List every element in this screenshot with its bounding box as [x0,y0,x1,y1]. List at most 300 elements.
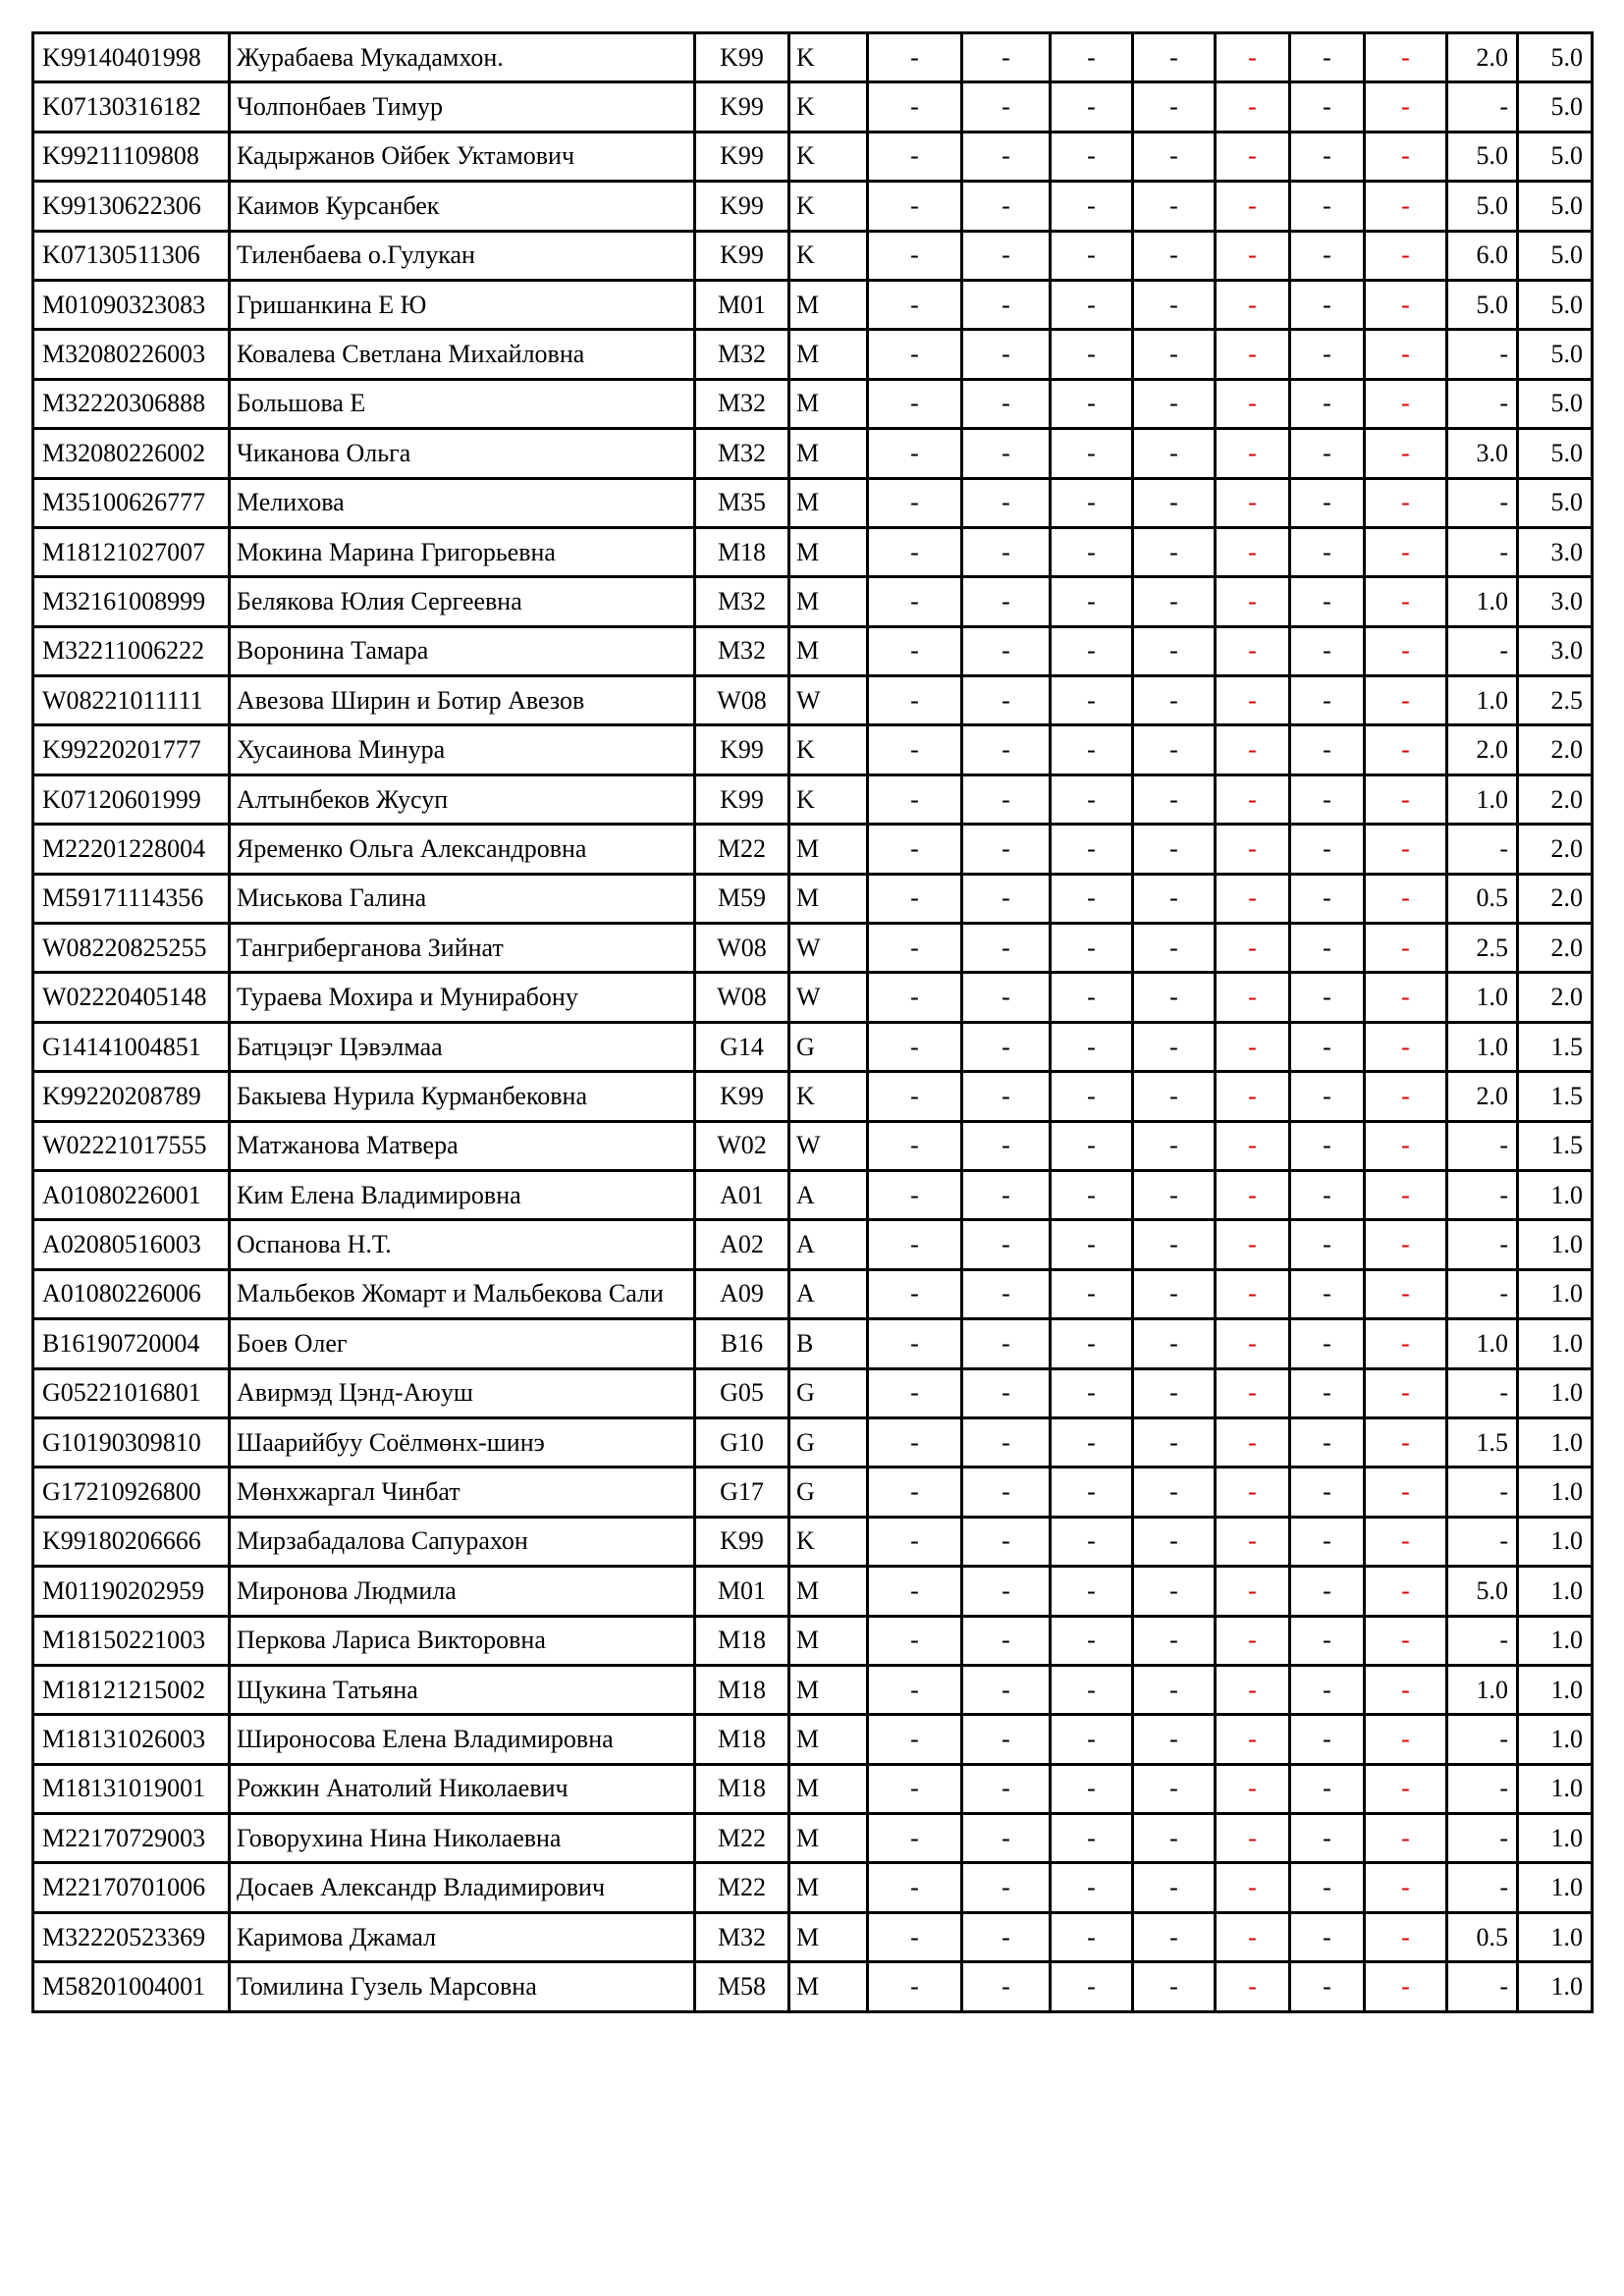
value-1: 1.0 [1447,1022,1518,1071]
mark-cell: - [962,1368,1051,1417]
group-code: K99 [695,774,789,824]
table-row [33,626,1593,675]
record-code: W02221017555 [33,1121,230,1170]
group-letter: G [789,1022,868,1071]
person-name: Матжанова Матвера [230,1121,695,1170]
group-letter: W [789,676,868,725]
mark-cell: - [868,182,962,231]
record-code: M22170701006 [33,1863,230,1912]
mark-cell: - [1051,874,1133,923]
table-row [33,1368,1593,1417]
group-letter: K [789,231,868,280]
value-2: 2.0 [1518,825,1593,874]
mark-cell: - [962,1319,1051,1368]
value-1: 1.0 [1447,577,1518,626]
value-1: 2.0 [1447,33,1518,82]
mark-cell: - [1290,1912,1365,1961]
mark-cell: - [1216,1121,1290,1170]
record-code: K99130622306 [33,182,230,231]
value-1: 5.0 [1447,132,1518,181]
record-code: A02080516003 [33,1220,230,1269]
mark-cell: - [1133,478,1216,527]
value-2: 2.0 [1518,924,1593,973]
mark-cell: - [962,1022,1051,1071]
mark-cell: - [962,1220,1051,1269]
value-1: - [1447,1269,1518,1318]
person-name: Авирмэд Цэнд-Аюуш [230,1368,695,1417]
mark-cell: - [1133,1121,1216,1170]
mark-cell: - [868,1912,962,1961]
group-letter: K [789,82,868,132]
record-code: K07130316182 [33,82,230,132]
mark-cell: - [1051,33,1133,82]
group-letter: B [789,1319,868,1368]
mark-cell: - [962,231,1051,280]
mark-cell: - [1365,1220,1447,1269]
group-letter: M [789,1616,868,1665]
mark-cell: - [1133,924,1216,973]
table-row [33,33,1593,82]
person-name: Оспанова Н.Т. [230,1220,695,1269]
mark-cell: - [1051,1022,1133,1071]
value-1: - [1447,1863,1518,1912]
person-name: Томилина Гузель Марсовна [230,1962,695,2011]
mark-cell: - [1365,527,1447,576]
mark-cell: - [1133,330,1216,379]
group-code: M32 [695,429,789,478]
table-row [33,1072,1593,1121]
mark-cell: - [1365,1468,1447,1517]
mark-cell: - [962,1665,1051,1714]
group-code: G17 [695,1468,789,1517]
value-2: 1.0 [1518,1962,1593,2011]
mark-cell: - [1290,478,1365,527]
mark-cell: - [1290,379,1365,428]
value-1: - [1447,1715,1518,1764]
mark-cell: - [1216,1912,1290,1961]
person-name: Ковалева Светлана Михайловна [230,330,695,379]
person-name: Широносова Елена Владимировна [230,1715,695,1764]
mark-cell: - [1051,1220,1133,1269]
mark-cell: - [868,774,962,824]
group-code: M32 [695,379,789,428]
table-row [33,1517,1593,1566]
person-name: Каримова Джамал [230,1912,695,1961]
mark-cell: - [1290,1468,1365,1517]
group-letter: G [789,1368,868,1417]
person-name: Воронина Тамара [230,626,695,675]
mark-cell: - [868,231,962,280]
mark-cell: - [1051,676,1133,725]
mark-cell: - [1365,1368,1447,1417]
value-2: 1.0 [1518,1417,1593,1467]
record-code: K99220208789 [33,1072,230,1121]
person-name: Досаев Александр Владимирович [230,1863,695,1912]
value-2: 2.0 [1518,874,1593,923]
person-name: Кадыржанов Ойбек Уктамович [230,132,695,181]
mark-cell: - [1365,1962,1447,2011]
mark-cell: - [1365,1319,1447,1368]
mark-cell: - [1133,626,1216,675]
mark-cell: - [1133,33,1216,82]
table-row [33,231,1593,280]
group-code: M18 [695,1665,789,1714]
person-name: Тиленбаева о.Гулукан [230,231,695,280]
mark-cell: - [1216,280,1290,329]
value-2: 2.0 [1518,973,1593,1022]
group-code: A01 [695,1170,789,1219]
value-2: 5.0 [1518,280,1593,329]
record-code: G17210926800 [33,1468,230,1517]
record-code: G05221016801 [33,1368,230,1417]
group-letter: G [789,1417,868,1467]
mark-cell: - [962,1517,1051,1566]
mark-cell: - [962,1121,1051,1170]
mark-cell: - [1133,1368,1216,1417]
value-1: 5.0 [1447,182,1518,231]
mark-cell: - [962,676,1051,725]
mark-cell: - [868,1764,962,1813]
mark-cell: - [1290,1517,1365,1566]
mark-cell: - [962,774,1051,824]
mark-cell: - [868,478,962,527]
mark-cell: - [1051,132,1133,181]
mark-cell: - [1216,1616,1290,1665]
mark-cell: - [1133,379,1216,428]
mark-cell: - [1290,676,1365,725]
group-letter: A [789,1269,868,1318]
mark-cell: - [1051,1912,1133,1961]
mark-cell: - [1133,231,1216,280]
person-name: Мирзабадалова Сапурахон [230,1517,695,1566]
mark-cell: - [1290,1368,1365,1417]
table-row [33,577,1593,626]
mark-cell: - [962,1468,1051,1517]
mark-cell: - [1290,1567,1365,1616]
mark-cell: - [1133,774,1216,824]
mark-cell: - [1051,478,1133,527]
mark-cell: - [1290,1665,1365,1714]
mark-cell: - [1133,1072,1216,1121]
mark-cell: - [1365,132,1447,181]
table-row [33,1912,1593,1961]
value-2: 1.0 [1518,1863,1593,1912]
mark-cell: - [868,924,962,973]
value-2: 1.0 [1518,1567,1593,1616]
record-code: M58201004001 [33,1962,230,2011]
mark-cell: - [868,379,962,428]
record-code: M18131026003 [33,1715,230,1764]
mark-cell: - [1290,280,1365,329]
table-row [33,1814,1593,1863]
mark-cell: - [1365,1517,1447,1566]
record-code: M18150221003 [33,1616,230,1665]
value-1: - [1447,1517,1518,1566]
value-2: 5.0 [1518,132,1593,181]
mark-cell: - [1365,1912,1447,1961]
mark-cell: - [1051,379,1133,428]
mark-cell: - [1133,527,1216,576]
mark-cell: - [962,478,1051,527]
value-1: 1.5 [1447,1417,1518,1467]
mark-cell: - [1133,1517,1216,1566]
group-letter: M [789,1814,868,1863]
person-name: Чиканова Ольга [230,429,695,478]
value-1: 1.0 [1447,676,1518,725]
group-code: M32 [695,330,789,379]
mark-cell: - [1290,1269,1365,1318]
mark-cell: - [1216,1863,1290,1912]
table-row [33,825,1593,874]
mark-cell: - [1216,182,1290,231]
mark-cell: - [962,725,1051,774]
mark-cell: - [1365,1764,1447,1813]
mark-cell: - [1051,280,1133,329]
group-code: W02 [695,1121,789,1170]
mark-cell: - [962,924,1051,973]
record-code: M22170729003 [33,1814,230,1863]
mark-cell: - [1051,1170,1133,1219]
person-name: Алтынбеков Жусуп [230,774,695,824]
value-2: 1.5 [1518,1022,1593,1071]
value-1: 5.0 [1447,280,1518,329]
mark-cell: - [1133,825,1216,874]
mark-cell: - [868,626,962,675]
group-letter: M [789,1863,868,1912]
group-letter: M [789,330,868,379]
value-1: - [1447,626,1518,675]
value-1: - [1447,1220,1518,1269]
value-1: 6.0 [1447,231,1518,280]
mark-cell: - [1290,774,1365,824]
mark-cell: - [962,33,1051,82]
mark-cell: - [1216,774,1290,824]
table-row [33,973,1593,1022]
mark-cell: - [1290,1022,1365,1071]
record-code: K07120601999 [33,774,230,824]
mark-cell: - [962,1912,1051,1961]
mark-cell: - [1133,280,1216,329]
record-code: K99180206666 [33,1517,230,1566]
person-name: Батцэцэг Цэвэлмаа [230,1022,695,1071]
group-letter: A [789,1170,868,1219]
mark-cell: - [1051,1863,1133,1912]
mark-cell: - [1051,774,1133,824]
mark-cell: - [1290,1072,1365,1121]
mark-cell: - [868,1220,962,1269]
person-name: Белякова Юлия Сергеевна [230,577,695,626]
mark-cell: - [962,379,1051,428]
mark-cell: - [1365,1814,1447,1863]
mark-cell: - [1216,1319,1290,1368]
value-2: 5.0 [1518,429,1593,478]
mark-cell: - [1365,231,1447,280]
person-name: Ким Елена Владимировна [230,1170,695,1219]
mark-cell: - [868,330,962,379]
group-letter: M [789,379,868,428]
group-code: K99 [695,1517,789,1566]
group-letter: M [789,577,868,626]
person-name: Яременко Ольга Александровна [230,825,695,874]
mark-cell: - [1216,33,1290,82]
group-letter: K [789,33,868,82]
group-code: G14 [695,1022,789,1071]
group-code: K99 [695,82,789,132]
mark-cell: - [1133,1814,1216,1863]
mark-cell: - [1290,825,1365,874]
group-code: W08 [695,924,789,973]
mark-cell: - [1365,1072,1447,1121]
group-letter: M [789,1764,868,1813]
table-row [33,1962,1593,2011]
mark-cell: - [1133,676,1216,725]
table-row [33,1468,1593,1517]
mark-cell: - [1365,1616,1447,1665]
mark-cell: - [1051,1962,1133,2011]
mark-cell: - [868,132,962,181]
mark-cell: - [962,1269,1051,1318]
mark-cell: - [1216,676,1290,725]
mark-cell: - [1290,1616,1365,1665]
mark-cell: - [1133,1863,1216,1912]
group-letter: M [789,825,868,874]
mark-cell: - [868,1269,962,1318]
person-name: Мокина Марина Григорьевна [230,527,695,576]
value-2: 5.0 [1518,478,1593,527]
mark-cell: - [1290,33,1365,82]
person-name: Гришанкина Е Ю [230,280,695,329]
group-letter: M [789,626,868,675]
mark-cell: - [868,1665,962,1714]
mark-cell: - [1051,1567,1133,1616]
mark-cell: - [962,973,1051,1022]
mark-cell: - [1290,330,1365,379]
group-code: M18 [695,1764,789,1813]
mark-cell: - [1216,1814,1290,1863]
group-code: W08 [695,676,789,725]
table-row [33,527,1593,576]
mark-cell: - [1365,1269,1447,1318]
mark-cell: - [962,1764,1051,1813]
mark-cell: - [1290,1764,1365,1813]
table-row [33,330,1593,379]
value-1: 2.0 [1447,725,1518,774]
value-1: - [1447,527,1518,576]
table-body [33,33,1593,2012]
group-code: M01 [695,280,789,329]
mark-cell: - [1051,1319,1133,1368]
table-row [33,1764,1593,1813]
mark-cell: - [868,1468,962,1517]
mark-cell: - [1216,429,1290,478]
value-2: 1.0 [1518,1665,1593,1714]
record-code: W02220405148 [33,973,230,1022]
group-letter: K [789,1517,868,1566]
mark-cell: - [1290,1170,1365,1219]
record-code: M18121027007 [33,527,230,576]
mark-cell: - [1216,478,1290,527]
mark-cell: - [1051,825,1133,874]
record-code: M35100626777 [33,478,230,527]
value-2: 1.0 [1518,1912,1593,1961]
group-code: K99 [695,33,789,82]
mark-cell: - [868,527,962,576]
mark-cell: - [868,874,962,923]
person-name: Каимов Курсанбек [230,182,695,231]
mark-cell: - [1365,429,1447,478]
mark-cell: - [1051,1269,1133,1318]
mark-cell: - [1133,1912,1216,1961]
value-2: 1.0 [1518,1517,1593,1566]
mark-cell: - [1365,33,1447,82]
mark-cell: - [962,1072,1051,1121]
mark-cell: - [868,1121,962,1170]
value-2: 5.0 [1518,33,1593,82]
mark-cell: - [962,1814,1051,1863]
mark-cell: - [1216,1170,1290,1219]
group-code: M22 [695,1814,789,1863]
mark-cell: - [868,429,962,478]
table-row [33,725,1593,774]
mark-cell: - [1216,626,1290,675]
group-letter: M [789,1715,868,1764]
mark-cell: - [1365,1665,1447,1714]
group-letter: M [789,1912,868,1961]
mark-cell: - [868,825,962,874]
mark-cell: - [962,1715,1051,1764]
group-code: M35 [695,478,789,527]
mark-cell: - [868,676,962,725]
value-1: 2.5 [1447,924,1518,973]
mark-cell: - [1051,1616,1133,1665]
record-code: M32161008999 [33,577,230,626]
value-2: 1.0 [1518,1170,1593,1219]
record-code: W08220825255 [33,924,230,973]
value-2: 2.5 [1518,676,1593,725]
value-1: - [1447,82,1518,132]
value-2: 3.0 [1518,626,1593,675]
record-code: A01080226006 [33,1269,230,1318]
record-code: M18131019001 [33,1764,230,1813]
mark-cell: - [1216,132,1290,181]
record-code: B16190720004 [33,1319,230,1368]
mark-cell: - [1365,676,1447,725]
table-row [33,1022,1593,1071]
mark-cell: - [1051,1417,1133,1467]
mark-cell: - [1051,1517,1133,1566]
person-name: Говорухина Нина Николаевна [230,1814,695,1863]
table-row [33,874,1593,923]
mark-cell: - [1133,1468,1216,1517]
record-code: A01080226001 [33,1170,230,1219]
mark-cell: - [1216,1517,1290,1566]
table-row [33,429,1593,478]
mark-cell: - [868,1517,962,1566]
person-name: Мелихова [230,478,695,527]
mark-cell: - [1290,1863,1365,1912]
value-2: 3.0 [1518,527,1593,576]
value-1: - [1447,1814,1518,1863]
table-row [33,774,1593,824]
mark-cell: - [1133,1764,1216,1813]
group-code: G05 [695,1368,789,1417]
mark-cell: - [1051,626,1133,675]
table-row [33,1616,1593,1665]
person-name: Мөнхжаргал Чинбат [230,1468,695,1517]
table-row [33,82,1593,132]
results-table [31,31,1594,2013]
table-row [33,1170,1593,1219]
